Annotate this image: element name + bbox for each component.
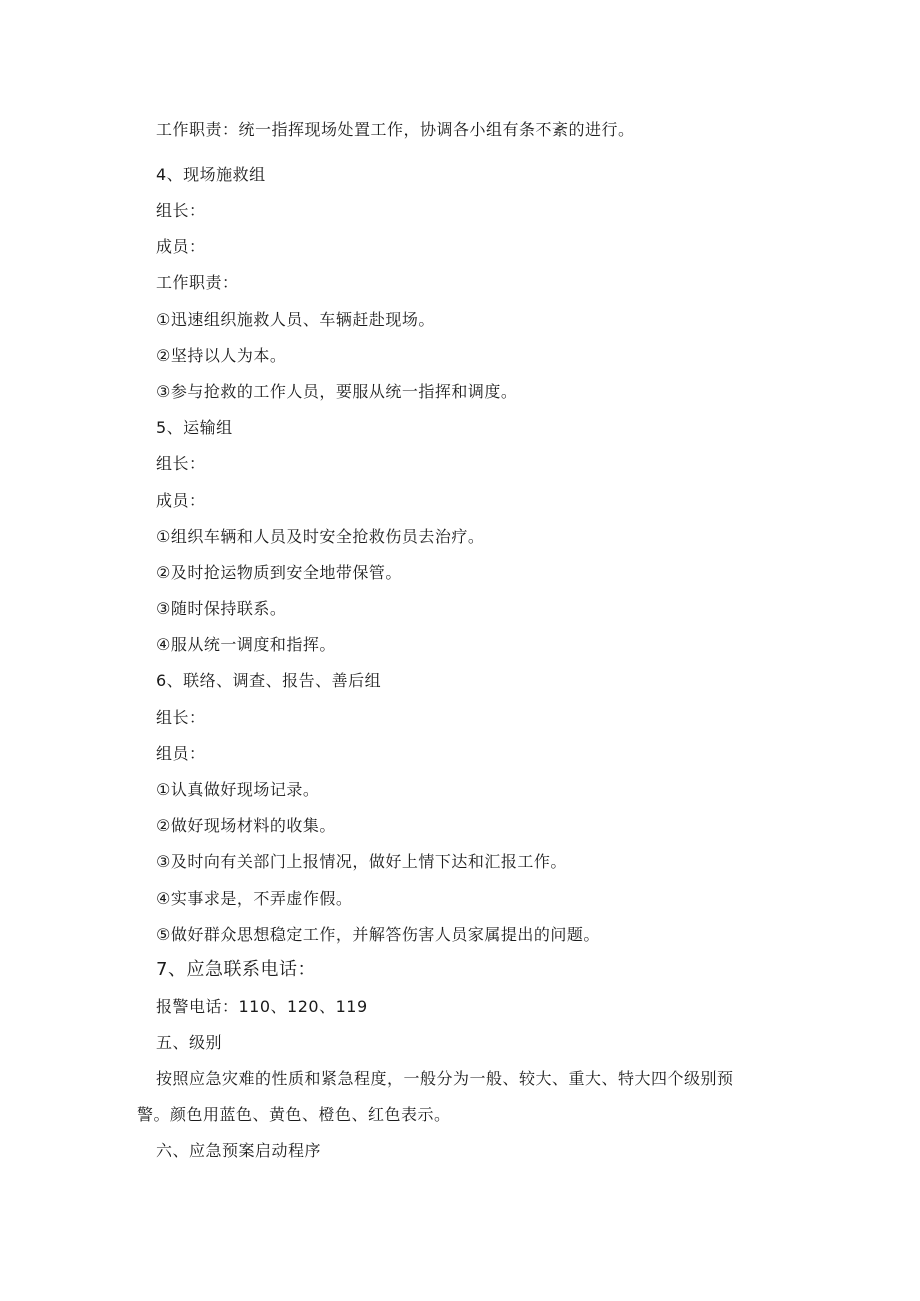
group-leader: 组长： (156, 708, 206, 727)
list-item: ③参与抢救的工作人员，要服从统一指挥和调度。 (156, 382, 518, 401)
list-item: ①迅速组织施救人员、车辆赶赴现场。 (156, 310, 435, 329)
list-item: ②做好现场材料的收集。 (156, 816, 336, 835)
contact-heading: 7、应急联系电话： (156, 959, 316, 980)
section-heading-level: 五、级别 (156, 1033, 223, 1052)
group-heading: 5、运输组 (156, 418, 233, 437)
group-members: 组员： (156, 744, 206, 763)
group-members: 成员： (156, 491, 206, 510)
group-heading: 6、联络、调查、报告、善后组 (156, 671, 382, 690)
list-item: ④实事求是，不弄虚作假。 (156, 889, 353, 908)
list-item: ①组织车辆和人员及时安全抢救伤员去治疗。 (156, 527, 485, 546)
list-item: ③随时保持联系。 (156, 599, 287, 618)
list-item: ②坚持以人为本。 (156, 346, 287, 365)
list-item: ③及时向有关部门上报情况，做好上情下达和汇报工作。 (156, 852, 567, 871)
list-item: ①认真做好现场记录。 (156, 780, 320, 799)
level-paragraph-line2: 警。颜色用蓝色、黄色、橙色、红色表示。 (137, 1105, 451, 1124)
group-members: 成员： (156, 237, 206, 256)
group-leader: 组长： (156, 454, 206, 473)
list-item: ②及时抢运物质到安全地带保管。 (156, 563, 402, 582)
level-paragraph-line1: 按照应急灾难的性质和紧急程度，一般分为一般、较大、重大、特大四个级别预 (156, 1069, 734, 1088)
group-heading: 4、现场施救组 (156, 165, 266, 184)
list-item: ④服从统一调度和指挥。 (156, 635, 336, 654)
list-item: ⑤做好群众思想稳定工作，并解答伤害人员家属提出的问题。 (156, 925, 600, 944)
alarm-phones: 报警电话：110、120、119 (156, 997, 368, 1016)
group-leader: 组长： (156, 201, 206, 220)
duty-line: 工作职责：统一指挥现场处置工作，协调各小组有条不紊的进行。 (156, 120, 635, 139)
section-heading-startup: 六、应急预案启动程序 (156, 1141, 322, 1160)
duty-label: 工作职责： (156, 273, 239, 292)
